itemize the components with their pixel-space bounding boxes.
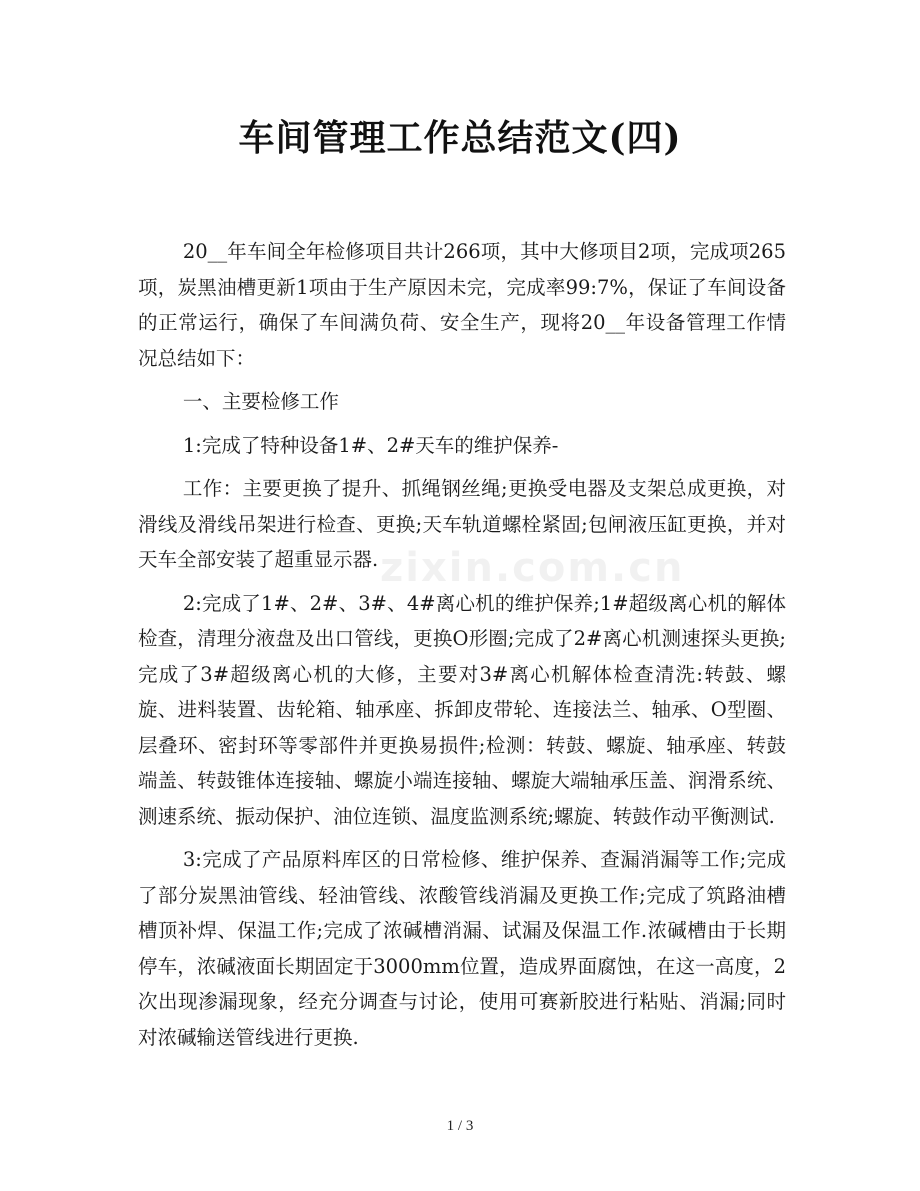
page-number: 1 / 3 — [446, 1118, 474, 1134]
paragraph-item-1: 1:完成了特种设备1#、2#天车的维护保养- — [182, 433, 559, 457]
paragraph-item-3: 3:完成了产品原料库区的日常检修、维护保养、查漏消漏等工作;完成了部分炭黑油管线、轻油管线、浓酸管线消漏及更换工作;完成了筑路油槽槽顶补焊、保温工作;完成了浓碱槽消漏、试漏及保温工作.浓碱槽由于长期停车，浓碱液面长期固定于3000mm位置，造成界面腐蚀，在这一高度，2次出现渗漏现象，经充分调查与讨论，使用可赛新胶进行粘贴、消漏;同时对浓碱输送管线进行更换. — [138, 848, 786, 1049]
paragraph-intro: 20__年车间全年检修项目共计266项，其中大修项目2项，完成项265项，炭黑油槽更新1项由于生产原因未完，完成率99:7%，保证了车间设备的正常运行，确保了车间满负荷、安全生产，现将20__年设备管理工作情况总结如下： — [138, 240, 786, 370]
paragraph-item-1-detail: 工作：主要更换了提升、抓绳钢丝绳;更换受电器及支架总成更换，对滑线及滑线吊架进行检查、更换;天车轨道螺栓紧固;包闸液压缸更换，并对天车全部安装了超重显示器. — [138, 477, 786, 571]
paragraph-item-2: 2:完成了1#、2#、3#、4#离心机的维护保养;1#超级离心机的解体检查，清理分液盘及出口管线，更换O形圈;完成了2#离心机测速探头更换;完成了3#超级离心机的大修，主要对3#离心机解体检查清洗:转鼓、螺旋、进料装置、齿轮箱、轴承座、拆卸皮带轮、连接法兰、轴承、O型圈、层叠环、密封环等零部件并更换易损件;检测：转鼓、螺旋、轴承座、转鼓端盖、转鼓锥体连接轴、螺旋小端连接轴、螺旋大端轴承压盖、润滑系统、测速系统、振动保护、油位连锁、温度监测系统;螺旋、转鼓作动平衡测试. — [138, 591, 786, 828]
watermark: zixin.com.cn — [380, 545, 685, 591]
document-body — [138, 234, 786, 1063]
section-heading: 一、主要检修工作 — [182, 390, 339, 413]
document-title: 车间管理工作总结范文(四) — [238, 117, 682, 159]
